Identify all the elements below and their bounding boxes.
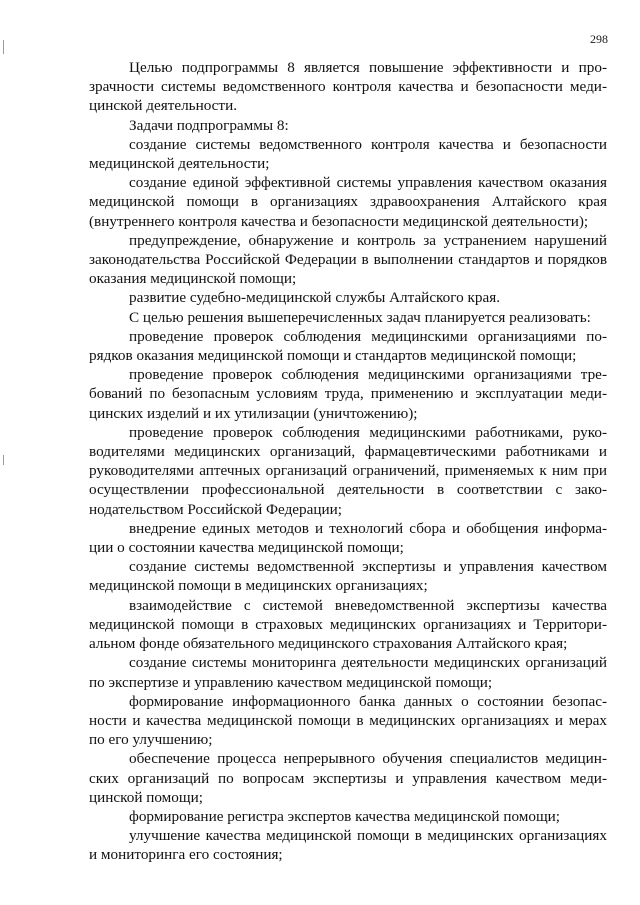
paragraph: С целью решения вышеперечисленных задач планируется реализовать: bbox=[129, 308, 591, 326]
paragraph: формирование информационного банка данных о состоянии безопасности и качества медицинской помощи в медицинских организациях и мерах по его улучшению; bbox=[89, 692, 607, 749]
scan-edge-mark bbox=[3, 40, 4, 54]
paragraph: взаимодействие с системой вневедомственной экспертизы качества медицинской помощи в страховых медицинских организациях и Территориальном фонде обязательного медицинского страхования Алтайского края; bbox=[89, 596, 607, 653]
paragraph: улучшение качества медицинской помощи в медицинских организациях и мониторинга его состояния; bbox=[89, 827, 607, 864]
paragraph: Задачи подпрограммы 8: bbox=[129, 116, 289, 134]
paragraph: предупреждение, обнаружение и контроль за устранением нарушений законодательства Российской Федерации в выполнении стандартов и порядков оказания медицинской помощи; bbox=[89, 231, 607, 288]
paragraph: формирование регистра экспертов качества медицинской помощи; bbox=[129, 807, 560, 825]
paragraph: внедрение единых методов и технологий сбора и обобщения информации о состоянии качества медицинской помощи; bbox=[89, 519, 607, 557]
paragraph: создание системы ведомственного контроля качества и безопасности медицинской деятельности; bbox=[89, 135, 607, 173]
paragraph: проведение проверок соблюдения медицинскими организациями требований по безопасным условиям труда, применению и эксплуатации медицинских изделий и их утилизации (уничтожению); bbox=[89, 366, 607, 422]
document-body bbox=[89, 58, 607, 865]
paragraph: создание системы мониторинга деятельности медицинских организаций по экспертизе и управлению качеством медицинской помощи; bbox=[89, 654, 607, 691]
scan-edge-mark bbox=[3, 455, 4, 465]
paragraph: создание единой эффективной системы управления качеством оказания медицинской помощи в организациях здравоохранения Алтайского края (внутреннего контроля качества и безопасности медицинской деятельности); bbox=[89, 174, 607, 230]
paragraph: обеспечение процесса непрерывного обучения специалистов медицинских организаций по вопросам экспертизы и управления качеством медицинской помощи; bbox=[89, 750, 607, 806]
paragraph: создание системы ведомственной экспертизы и управления качеством медицинской помощи в медицинских организациях; bbox=[89, 558, 607, 595]
paragraph: Целью подпрограммы 8 является повышение эффективности и прозрачности системы ведомственного контроля качества и безопасности медицинской деятельности. bbox=[89, 59, 607, 115]
paragraph: проведение проверок соблюдения медицинскими работниками, руководителями медицинских организаций, фармацевтическими работниками и руководителями аптечных организаций ограничений, применяемых к ним при осуществлении профессиональной деятельности в соответствии с законодательством Российской Федерации; bbox=[89, 423, 607, 518]
page-number: 298 bbox=[590, 32, 608, 46]
paragraph: проведение проверок соблюдения медицинскими организациями порядков оказания медицинской помощи и стандартов медицинской помощи; bbox=[89, 327, 607, 365]
paragraph: развитие судебно-медицинской службы Алтайского края. bbox=[129, 289, 500, 307]
